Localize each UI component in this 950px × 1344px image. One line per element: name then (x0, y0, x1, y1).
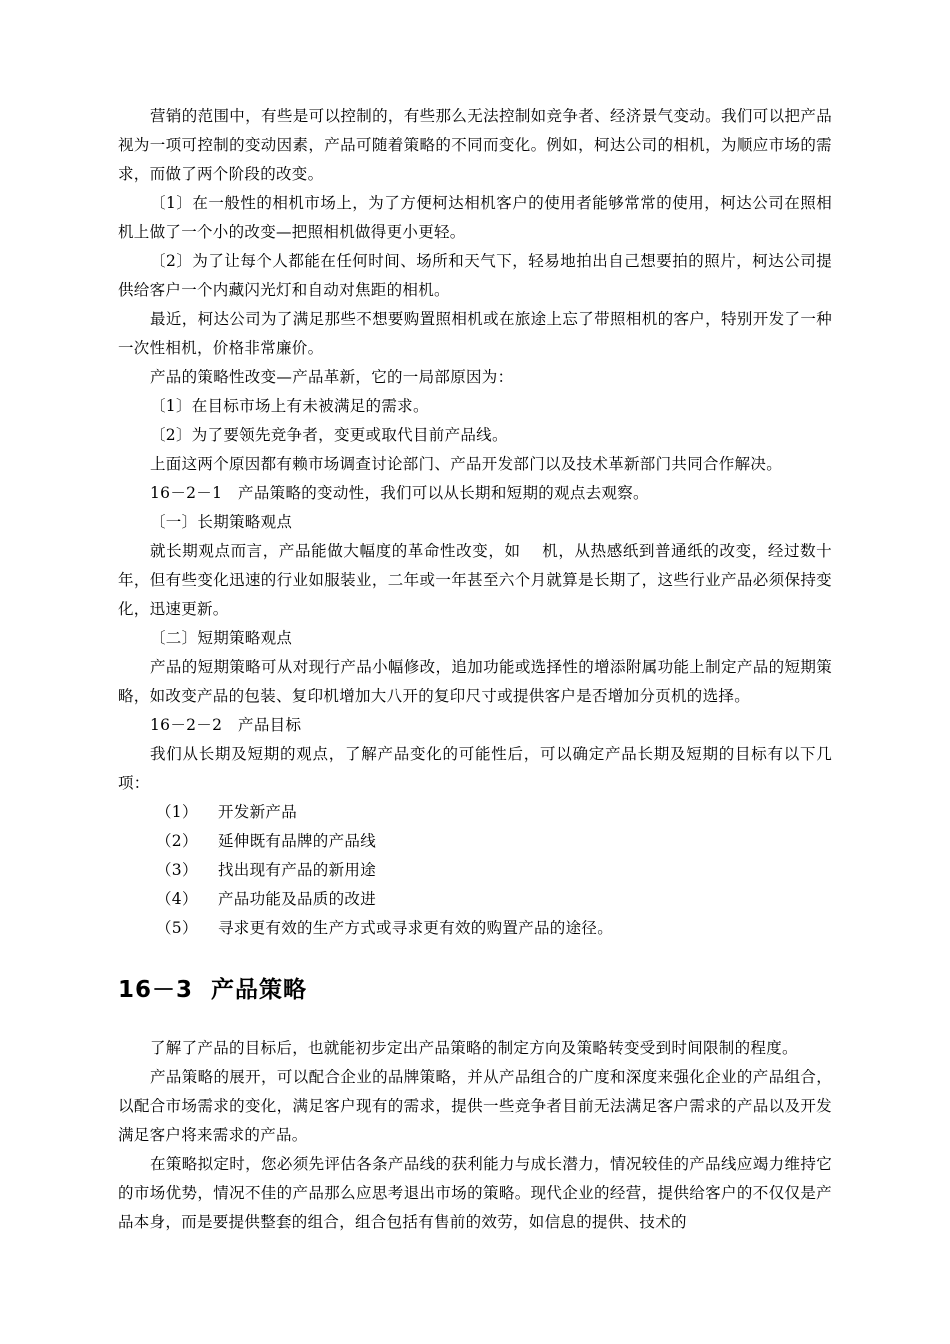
paragraph: 最近，柯达公司为了满足那些不想要购置照相机或在旅途上忘了带照相机的客户，特别开发了一种一次性相机，价格非常廉价。 (118, 310, 832, 357)
list-text: 产品功能及品质的改进 (218, 890, 377, 908)
section-title: 产品策略 (211, 977, 308, 1003)
list-text: 寻求更有效的生产方式或寻求更有效的购置产品的途径。 (218, 919, 614, 937)
list-item (118, 827, 832, 856)
list-item (118, 856, 832, 885)
paragraph: 营销的范围中，有些是可以控制的，有些那么无法控制如竞争者、经济景气变动。我们可以把产品视为一项可控制的变动因素，产品可随着策略的不同而变化。例如，柯达公司的相机，为顺应市场的需求，而做了两个阶段的改变。 (118, 107, 832, 183)
paragraph: 〔2〕为了让每个人都能在任何时间、场所和天气下，轻易地拍出自己想要拍的照片，柯达公司提供给客户一个内藏闪光灯和自动对焦距的相机。 (118, 252, 832, 299)
list-text: 找出现有产品的新用途 (218, 861, 377, 879)
top-paragraphs (118, 102, 832, 798)
paragraph: 在策略拟定时，您必须先评估各条产品线的获利能力与成长潜力，情况较佳的产品线应竭力维持它的市场优势，情况不佳的产品那么应思考退出市场的策略。现代企业的经营，提供给客户的不仅仅是产品本身，而是要提供整套的组合，组合包括有售前的效劳，如信息的提供、技术的 (118, 1155, 832, 1231)
subsection-heading: 16－2－1 产品策略的变动性，我们可以从长期和短期的观点去观察。 (150, 484, 649, 502)
paragraph: 产品的策略性改变—产品革新，它的一局部原因为： (150, 368, 514, 386)
subsection-heading: 16－2－2 产品目标 (150, 716, 302, 734)
list-text: 延伸既有品牌的产品线 (218, 832, 377, 850)
bottom-paragraphs (118, 1034, 832, 1237)
list-number: （2） (156, 832, 198, 850)
goals-list (118, 798, 832, 943)
paragraph: 上面这两个原因都有赖市场调查讨论部门、产品开发部门以及技术革新部门共同合作解决。 (150, 455, 783, 473)
list-item (118, 914, 832, 943)
document-page (118, 102, 832, 1237)
section-number: 16－3 (118, 977, 194, 1003)
paragraph: 了解了产品的目标后，也就能初步定出产品策略的制定方向及策略转变受到时间限制的程度。 (150, 1039, 798, 1057)
paragraph: 就长期观点而言，产品能做大幅度的革命性改变，如 机，从热感纸到普通纸的改变，经过数十年，但有些变化迅速的行业如服装业，二年或一年甚至六个月就算是长期了，这些行业产品必须保持变化，迅速更新。 (118, 542, 832, 618)
paragraph: 产品策略的展开，可以配合企业的品牌策略，并从产品组合的广度和深度来强化企业的产品组合，以配合市场需求的变化，满足客户现有的需求，提供一些竞争者目前无法满足客户需求的产品以及开发满足客户将来需求的产品。 (118, 1068, 832, 1144)
list-number: （3） (156, 861, 198, 879)
paragraph: 〔1〕在目标市场上有未被满足的需求。 (150, 397, 429, 415)
section-heading (118, 971, 832, 1004)
list-number: （5） (156, 919, 198, 937)
subheading-long-term: 〔一〕长期策略观点 (150, 513, 293, 531)
list-text: 开发新产品 (218, 803, 298, 821)
list-item (118, 885, 832, 914)
subheading-short-term: 〔二〕短期策略观点 (150, 629, 293, 647)
list-number: （1） (156, 803, 198, 821)
paragraph: 产品的短期策略可从对现行产品小幅修改，追加功能或选择性的增添附属功能上制定产品的短期策略，如改变产品的包装、复印机增加大八开的复印尺寸或提供客户是否增加分页机的选择。 (118, 658, 832, 705)
list-item (118, 798, 832, 827)
paragraph: 〔1〕在一般性的相机市场上，为了方便柯达相机客户的使用者能够常常的使用，柯达公司在照相机上做了一个小的改变—把照相机做得更小更轻。 (118, 194, 832, 241)
paragraph: 我们从长期及短期的观点，了解产品变化的可能性后，可以确定产品长期及短期的目标有以下几项： (118, 745, 832, 792)
paragraph: 〔2〕为了要领先竞争者，变更或取代目前产品线。 (150, 426, 508, 444)
list-number: （4） (156, 890, 198, 908)
